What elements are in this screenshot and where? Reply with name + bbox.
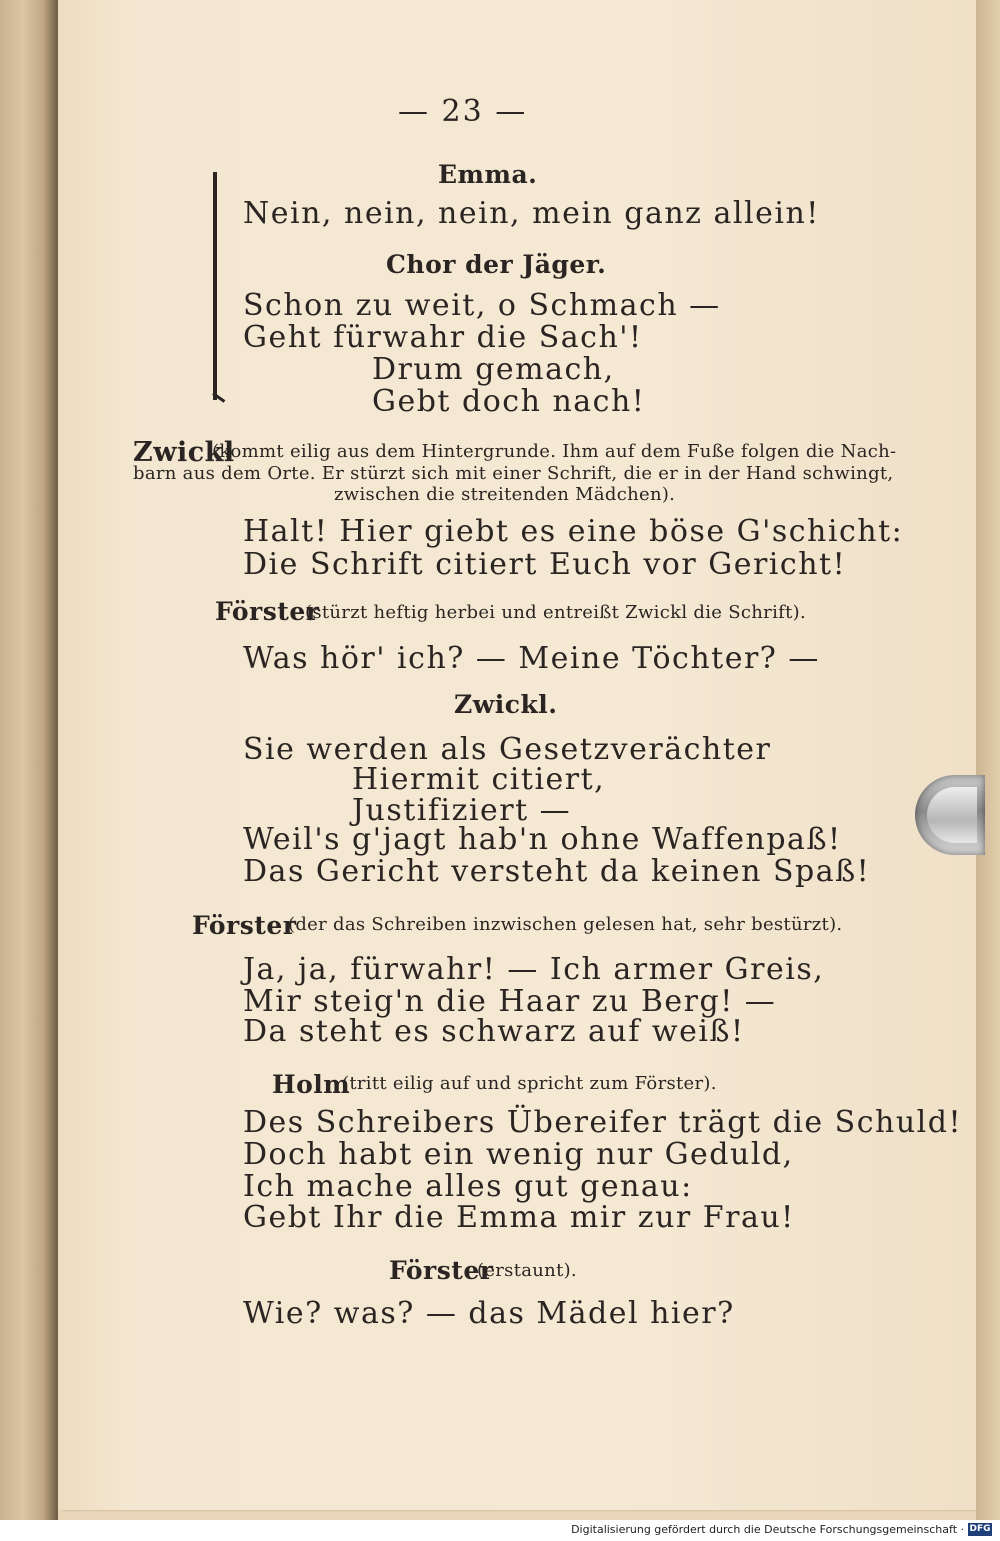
stage-direction: zwischen die streitenden Mädchen). — [334, 484, 676, 505]
speaker-zwickl: Zwickl — [133, 437, 235, 468]
verse-line: Des Schreibers Übereifer trägt die Schuld! — [243, 1105, 963, 1140]
page-number: — 23 — — [398, 94, 528, 129]
dfg-logo-icon: DFG — [969, 1524, 991, 1534]
verse-line: Nein, nein, nein, mein ganz allein! — [243, 196, 820, 231]
verse-line: Ich mache alles gut genau: — [243, 1169, 693, 1204]
verse-line: Ja, ja, fürwahr! — Ich armer Greis, — [243, 952, 825, 987]
book-binding — [0, 0, 58, 1520]
verse-line: Da steht es schwarz auf weiß! — [243, 1014, 745, 1049]
speaker-zwickl: Zwickl. — [454, 690, 558, 719]
verse-line: Das Gericht versteht da keinen Spaß! — [243, 854, 871, 889]
verse-line: Doch habt ein wenig nur Geduld, — [243, 1137, 794, 1172]
stage-direction: (stürzt heftig herbei und entreißt Zwickl die Schrift). — [305, 602, 806, 623]
stage-direction: barn aus dem Orte. Er stürzt sich mit einer Schrift, die er in der Hand schwingt, — [133, 463, 894, 484]
speaker-chor: Chor der Jäger. — [386, 250, 607, 279]
speaker-foerster: Förster — [215, 597, 320, 626]
speaker-foerster: Förster — [389, 1256, 494, 1285]
stage-direction: (tritt eilig auf und spricht zum Förster). — [342, 1073, 717, 1094]
stage-direction: (erstaunt). — [477, 1260, 577, 1281]
verse-line: Halt! Hier giebt es eine böse G'schicht: — [243, 514, 904, 549]
brace-bar — [213, 172, 217, 400]
page-clip-highlight — [927, 787, 977, 843]
stage-direction: (kommt eilig aus dem Hintergrunde. Ihm auf dem Fuße folgen die Nach- — [212, 441, 897, 462]
verse-line: Gebt doch nach! — [372, 384, 646, 419]
verse-line: Mir steig'n die Haar zu Berg! — — [243, 984, 777, 1019]
verse-line: Justifiziert — — [352, 793, 572, 828]
verse-line: Schon zu weit, o Schmach — — [243, 288, 721, 323]
speaker-foerster: Förster — [192, 911, 297, 940]
speaker-holm: Holm — [272, 1070, 351, 1099]
verse-line: Gebt Ihr die Emma mir zur Frau! — [243, 1200, 795, 1235]
speaker-emma: Emma. — [438, 160, 538, 189]
verse-line: Geht fürwahr die Sach'! — [243, 320, 643, 355]
verse-line: Sie werden als Gesetzverächter — [243, 732, 772, 767]
verse-line: Was hör' ich? — Meine Töchter? — — [243, 641, 820, 676]
stage-direction: (der das Schreiben inzwischen gelesen hat, sehr bestürzt). — [288, 914, 843, 935]
footer-credit: Digitalisierung gefördert durch die Deutsche Forschungsgemeinschaft · — [571, 1523, 964, 1536]
verse-line: Die Schrift citiert Euch vor Gericht! — [243, 547, 847, 582]
verse-line: Weil's g'jagt hab'n ohne Waffenpaß! — [243, 822, 842, 857]
page-edge — [976, 0, 1000, 1520]
verse-line: Hiermit citiert, — [352, 762, 606, 797]
verse-line: Wie? was? — das Mädel hier? — [243, 1296, 735, 1331]
verse-line: Drum gemach, — [372, 352, 615, 387]
